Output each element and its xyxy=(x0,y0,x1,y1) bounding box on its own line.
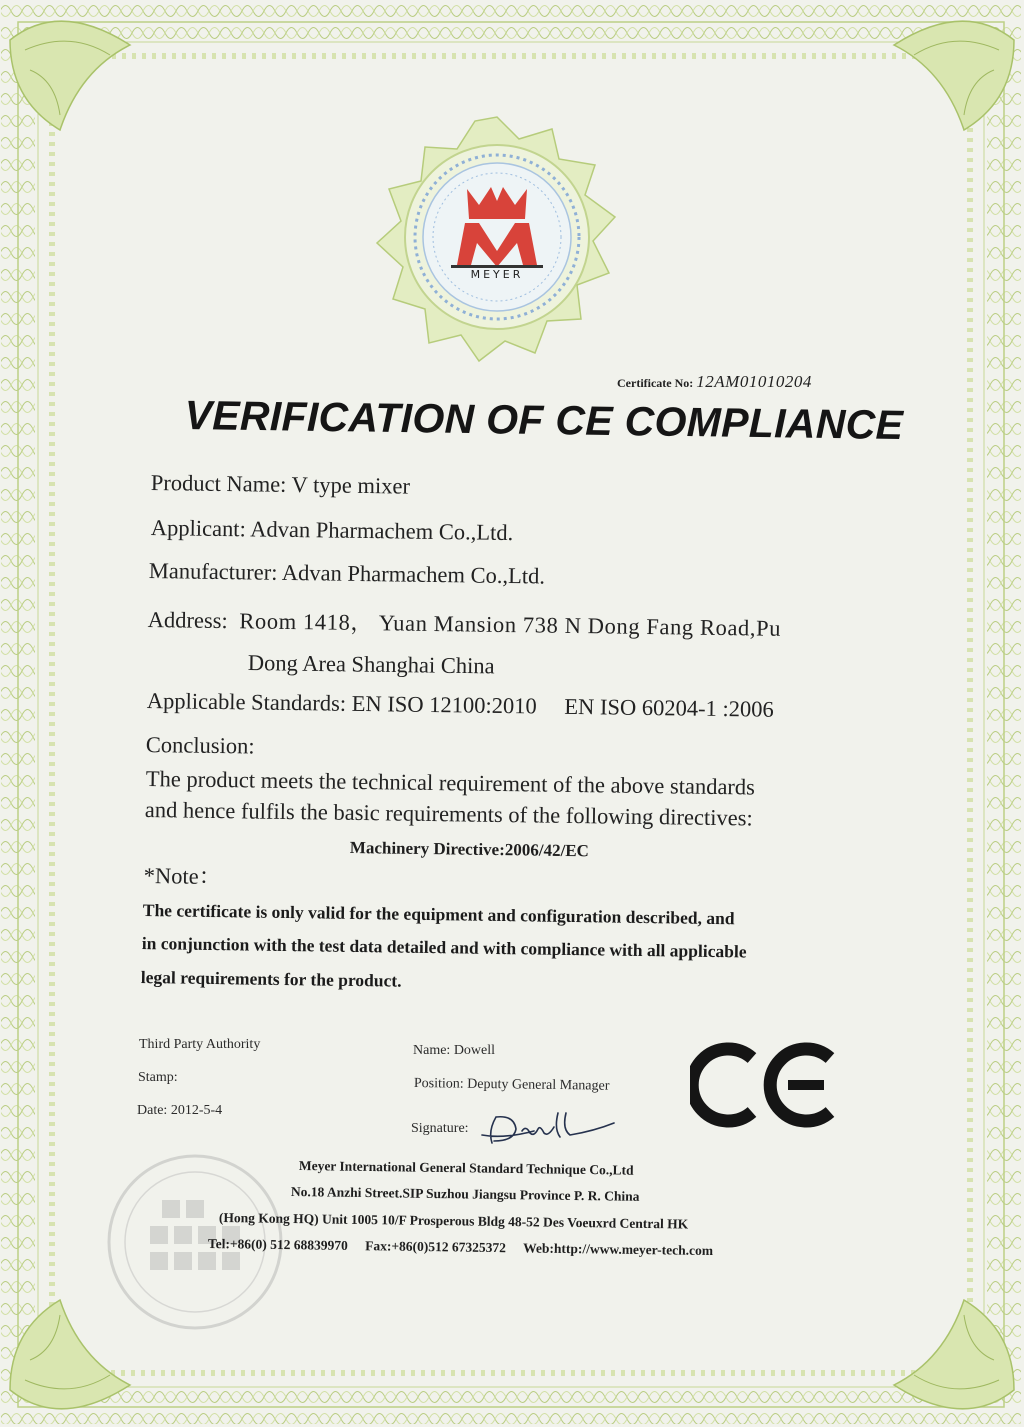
address-label: Address: xyxy=(147,606,228,634)
signature-label: Signature: xyxy=(411,1121,469,1137)
product-name-row xyxy=(151,470,410,500)
product-name-value: V type mixer xyxy=(291,471,411,499)
directive: Machinery Directive:2006/42/EC xyxy=(349,838,590,861)
note-line-2: in conjunction with the test data detailed and with compliance with all applicable xyxy=(141,933,747,962)
third-party-authority: Third Party Authority xyxy=(139,1037,261,1052)
stamp-label: Stamp: xyxy=(138,1070,178,1085)
issue-date: Date: 2012-5-4 xyxy=(137,1103,223,1118)
footer-address: No.18 Anzhi Street.SIP Suzhou Jiangsu Province P. R. China xyxy=(290,1184,640,1204)
address-line-2: Dong Area Shanghai China xyxy=(247,650,495,679)
logo-emblem-icon xyxy=(355,115,640,365)
conclusion-line-1: The product meets the technical requirement of the above standards xyxy=(145,766,756,800)
logo-brand-text: MEYER xyxy=(470,268,524,281)
manufacturer-label: Manufacturer: xyxy=(148,558,278,585)
footer-fax: Fax:+86(0)512 67325372 xyxy=(365,1238,507,1256)
conclusion-line-2: and hence fulfils the basic requirements of the following directives: xyxy=(144,797,753,831)
page-title: VERIFICATION OF CE COMPLIANCE xyxy=(184,392,904,449)
note-line-1: The certificate is only valid for the equipment and configuration described, and xyxy=(142,900,735,929)
signer-name: Name: Dowell xyxy=(413,1043,496,1058)
signature-row xyxy=(411,1109,624,1149)
applicant-label: Applicant: xyxy=(150,515,246,542)
note-label: *Note： xyxy=(143,862,222,890)
standard-2: EN ISO 60204-1 :2006 xyxy=(564,693,774,722)
certificate-number-label: Certificate No: xyxy=(617,376,694,390)
address-line-1: Room 1418， Yuan Mansion 738 N Dong Fang Road,Pu xyxy=(239,608,782,641)
footer-tel: Tel:+86(0) 512 68839970 xyxy=(207,1236,348,1253)
certificate-number-value: 12AM01010204 xyxy=(696,372,812,391)
ce-mark-icon xyxy=(690,1040,840,1130)
signer-position: Position: Deputy General Manager xyxy=(413,1076,610,1094)
manufacturer-row xyxy=(149,558,545,590)
footer-hq: (Hong Kong HQ) Unit 1005 10/F Prosperous Bldg 48-52 Des Voeuxrd Central HK xyxy=(218,1210,689,1232)
conclusion-label: Conclusion: xyxy=(145,732,255,759)
applicant-row xyxy=(151,515,514,546)
signature-mark-icon xyxy=(474,1109,624,1149)
manufacturer-value: Advan Pharmachem Co.,Ltd. xyxy=(281,559,546,589)
note-line-3: legal requirements for the product. xyxy=(140,967,402,991)
certificate-number xyxy=(617,372,812,392)
footer-web: Web:http://www.meyer-tech.com xyxy=(523,1240,714,1259)
standards-label: Applicable Standards: xyxy=(146,688,347,716)
standard-1: EN ISO 12100:2010 xyxy=(351,690,537,719)
product-name-label: Product Name: xyxy=(150,470,287,497)
meyer-logo xyxy=(355,115,640,365)
footer-company: Meyer International General Standard Technique Co.,Ltd xyxy=(298,1158,634,1178)
applicant-value: Advan Pharmachem Co.,Ltd. xyxy=(250,516,514,546)
